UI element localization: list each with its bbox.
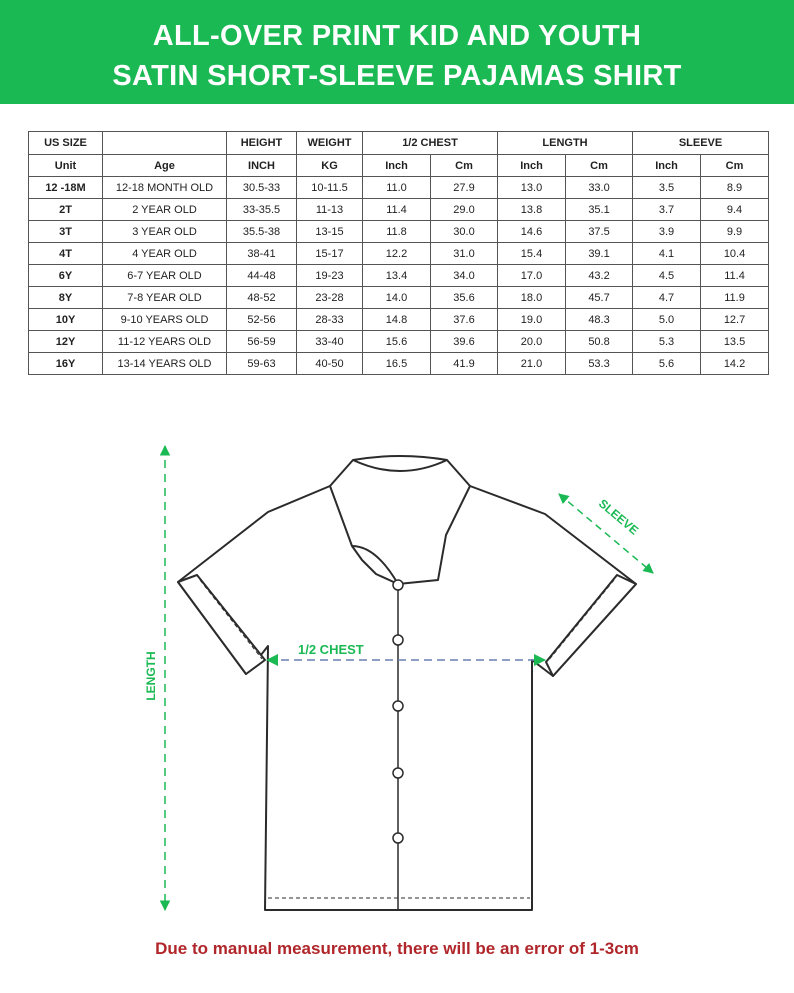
table-cell: 11.4	[363, 199, 431, 221]
table-cell: 3.5	[633, 177, 701, 199]
size-cell: 12 -18M	[29, 177, 103, 199]
table-cell: 33.0	[566, 177, 633, 199]
table-cell: 12.2	[363, 243, 431, 265]
table-cell: 13.4	[363, 265, 431, 287]
table-cell: 52-56	[227, 309, 297, 331]
table-cell: 48-52	[227, 287, 297, 309]
table-cell: 34.0	[431, 265, 498, 287]
table-cell: 38-41	[227, 243, 297, 265]
table-cell: 13.8	[498, 199, 566, 221]
header-age: Age	[103, 155, 227, 177]
table-cell: 16.5	[363, 353, 431, 375]
table-cell: 7-8 YEAR OLD	[103, 287, 227, 309]
size-cell: 3T	[29, 221, 103, 243]
table-cell: 11.0	[363, 177, 431, 199]
shirt-outline	[178, 456, 636, 910]
header-chest-cm: Cm	[431, 155, 498, 177]
button-2	[393, 635, 403, 645]
size-cell: 10Y	[29, 309, 103, 331]
table-cell: 30.0	[431, 221, 498, 243]
table-cell: 48.3	[566, 309, 633, 331]
table-cell: 14.6	[498, 221, 566, 243]
header-us-size: US SIZE	[29, 132, 103, 155]
table-cell: 4.5	[633, 265, 701, 287]
title-line-2: SATIN SHORT-SLEEVE PAJAMAS SHIRT	[112, 60, 682, 92]
table-cell: 11-12 YEARS OLD	[103, 331, 227, 353]
table-cell: 10-11.5	[297, 177, 363, 199]
header-sleeve: SLEEVE	[633, 132, 769, 155]
button-5	[393, 833, 403, 843]
table-cell: 39.6	[431, 331, 498, 353]
table-cell: 12.7	[701, 309, 769, 331]
table-cell: 45.7	[566, 287, 633, 309]
table-cell: 33-40	[297, 331, 363, 353]
table-cell: 15.4	[498, 243, 566, 265]
table-cell: 30.5-33	[227, 177, 297, 199]
table-cell: 59-63	[227, 353, 297, 375]
button-4	[393, 768, 403, 778]
table-cell: 13.0	[498, 177, 566, 199]
header-chest-inch: Inch	[363, 155, 431, 177]
table-cell: 20.0	[498, 331, 566, 353]
table-cell: 15.6	[363, 331, 431, 353]
table-cell: 9.4	[701, 199, 769, 221]
header-sleeve-inch: Inch	[633, 155, 701, 177]
table-cell: 15-17	[297, 243, 363, 265]
button-1	[393, 580, 403, 590]
table-cell: 31.0	[431, 243, 498, 265]
table-cell: 23-28	[297, 287, 363, 309]
measurement-note: Due to manual measurement, there will be an error of 1-3cm	[155, 939, 639, 958]
size-cell: 8Y	[29, 287, 103, 309]
table-cell: 11.8	[363, 221, 431, 243]
table-cell: 14.2	[701, 353, 769, 375]
table-cell: 53.3	[566, 353, 633, 375]
table-cell: 19-23	[297, 265, 363, 287]
header-half-chest: 1/2 CHEST	[363, 132, 498, 155]
header-sleeve-cm: Cm	[701, 155, 769, 177]
table-cell: 3.9	[633, 221, 701, 243]
table-cell: 13-15	[297, 221, 363, 243]
table-cell: 2 YEAR OLD	[103, 199, 227, 221]
header-weight: WEIGHT	[297, 132, 363, 155]
table-cell: 11.4	[701, 265, 769, 287]
chest-label: 1/2 CHEST	[298, 642, 364, 657]
table-cell: 9.9	[701, 221, 769, 243]
table-cell: 28-33	[297, 309, 363, 331]
table-cell: 10.4	[701, 243, 769, 265]
size-cell: 4T	[29, 243, 103, 265]
table-cell: 11-13	[297, 199, 363, 221]
table-cell: 4.1	[633, 243, 701, 265]
table-cell: 35.6	[431, 287, 498, 309]
size-cell: 2T	[29, 199, 103, 221]
table-cell: 6-7 YEAR OLD	[103, 265, 227, 287]
size-cell: 16Y	[29, 353, 103, 375]
title-line-1: ALL-OVER PRINT KID AND YOUTH	[152, 20, 642, 52]
table-cell: 14.0	[363, 287, 431, 309]
table-cell: 17.0	[498, 265, 566, 287]
header-weight-unit: KG	[297, 155, 363, 177]
table-cell: 35.5-38	[227, 221, 297, 243]
table-cell: 19.0	[498, 309, 566, 331]
table-cell: 50.8	[566, 331, 633, 353]
length-label: LENGTH	[144, 651, 158, 701]
header-height-unit: INCH	[227, 155, 297, 177]
table-cell: 3 YEAR OLD	[103, 221, 227, 243]
table-cell: 11.9	[701, 287, 769, 309]
sleeve-label: SLEEVE	[595, 496, 642, 538]
table-cell: 39.1	[566, 243, 633, 265]
table-cell: 35.1	[566, 199, 633, 221]
header-length-cm: Cm	[566, 155, 633, 177]
table-cell: 12-18 MONTH OLD	[103, 177, 227, 199]
table-cell: 3.7	[633, 199, 701, 221]
table-cell: 5.6	[633, 353, 701, 375]
table-cell: 41.9	[431, 353, 498, 375]
table-cell: 43.2	[566, 265, 633, 287]
table-cell: 4 YEAR OLD	[103, 243, 227, 265]
table-cell: 40-50	[297, 353, 363, 375]
table-cell: 13.5	[701, 331, 769, 353]
table-cell: 14.8	[363, 309, 431, 331]
table-cell: 44-48	[227, 265, 297, 287]
header-unit: Unit	[29, 155, 103, 177]
table-cell: 9-10 YEARS OLD	[103, 309, 227, 331]
table-cell: 56-59	[227, 331, 297, 353]
table-cell: 8.9	[701, 177, 769, 199]
table-cell: 33-35.5	[227, 199, 297, 221]
button-3	[393, 701, 403, 711]
table-cell: 37.6	[431, 309, 498, 331]
size-cell: 6Y	[29, 265, 103, 287]
table-cell: 5.0	[633, 309, 701, 331]
table-cell: 13-14 YEARS OLD	[103, 353, 227, 375]
header-length-inch: Inch	[498, 155, 566, 177]
table-cell: 18.0	[498, 287, 566, 309]
table-cell: 5.3	[633, 331, 701, 353]
table-cell: 4.7	[633, 287, 701, 309]
table-cell: 29.0	[431, 199, 498, 221]
header-length: LENGTH	[498, 132, 633, 155]
table-cell: 27.9	[431, 177, 498, 199]
table-cell: 37.5	[566, 221, 633, 243]
size-cell: 12Y	[29, 331, 103, 353]
header-height: HEIGHT	[227, 132, 297, 155]
table-cell: 21.0	[498, 353, 566, 375]
